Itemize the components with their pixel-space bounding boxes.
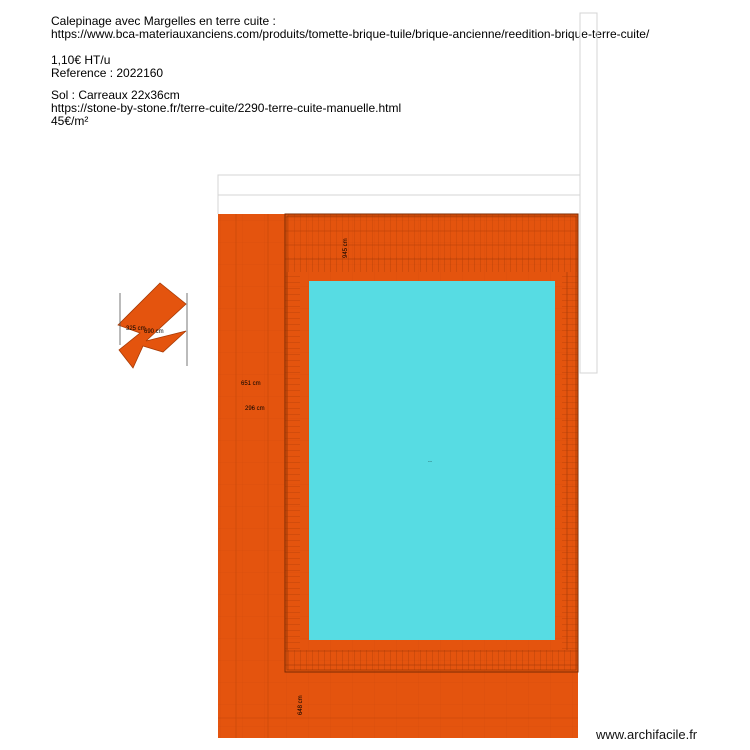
note-brick-price: 1,10€ HT/u [51,53,111,67]
dimension-690: 690 cm [144,329,164,335]
note-brick-url: https://www.bca-materiauxanciens.com/produits/tomette-brique-tuile/brique-ancienne/reedition-brique-terre-cuite/ [51,27,650,41]
brand-watermark: www.archifacile.fr [596,727,698,742]
note-floor: Sol : Carreaux 22x36cm [51,88,180,102]
pool-basin[interactable] [309,281,555,640]
dimension-325: 325 cm [126,326,146,332]
pool-label: --- [428,458,432,463]
dimension-648: 648 cm [298,695,304,715]
note-floor-price: 45€/m² [51,114,89,128]
note-brick-reference: Reference : 2022160 [51,66,164,80]
coping-sample-piece[interactable] [118,283,187,368]
note-floor-url: https://stone-by-stone.fr/terre-cuite/2290-terre-cuite-manuelle.html [51,101,402,115]
dimension-945: 945 cm [343,238,349,258]
dimension-296: 296 cm [245,406,265,412]
note-title: Calepinage avec Margelles en terre cuite : [51,14,276,28]
dimension-651: 651 cm [241,381,261,387]
